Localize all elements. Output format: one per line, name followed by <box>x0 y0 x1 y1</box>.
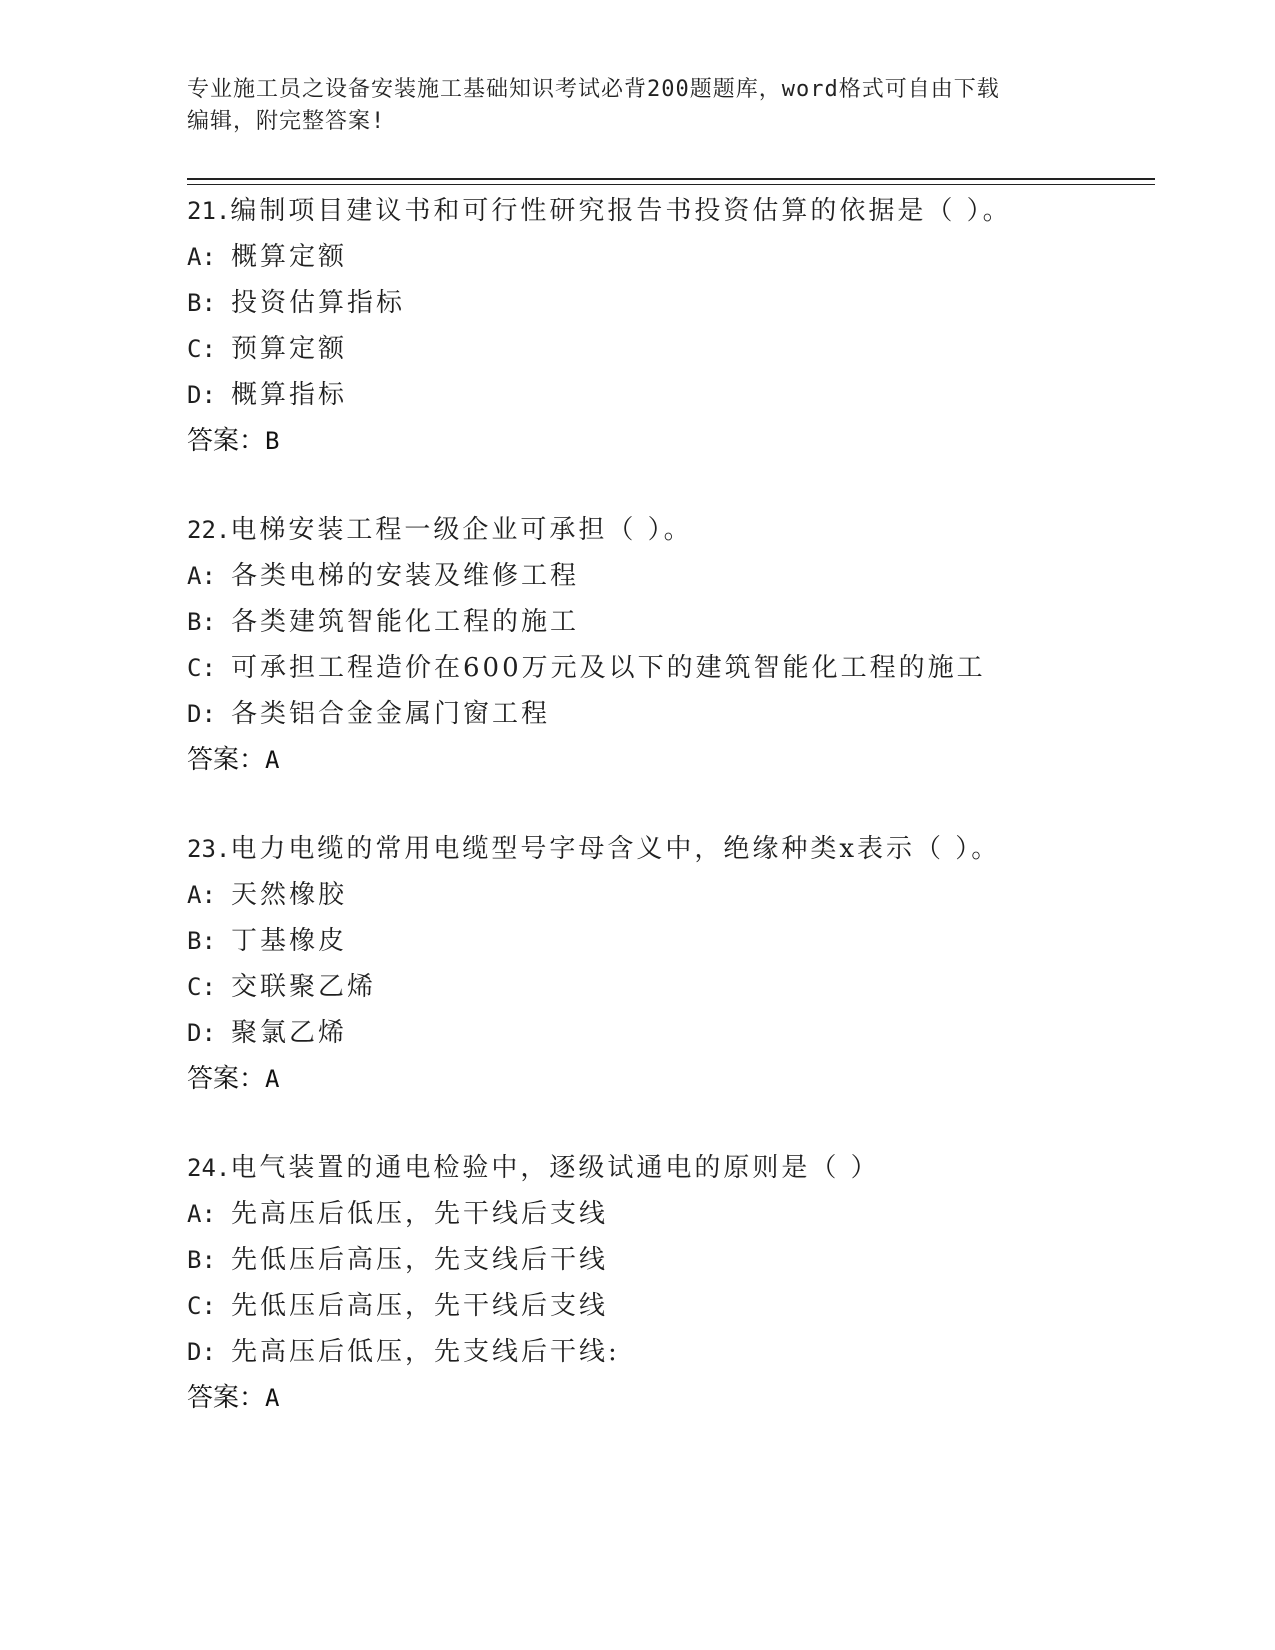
option-text: 先低压后高压，先干线后支线 <box>231 1291 609 1321</box>
question-text: 编制项目建议书和可行性研究报告书投资估算的依据是（ ）。 <box>230 196 1012 226</box>
option-key: D: <box>187 1338 216 1366</box>
option-text: 先高压后低压，先支线后干线: <box>231 1337 620 1367</box>
option-a <box>187 1191 1187 1237</box>
option-text: 先高压后低压，先干线后支线 <box>231 1199 609 1229</box>
option-d <box>187 691 1187 737</box>
question-block <box>187 826 1187 1102</box>
option-key: B: <box>187 927 216 955</box>
question-number: 23. <box>187 835 231 863</box>
question-text: 电气装置的通电检验中，逐级试通电的原则是（ ） <box>230 1153 880 1183</box>
answer-value: A <box>265 746 280 774</box>
option-key: A: <box>187 881 216 909</box>
answer-label: 答案： <box>187 1383 266 1413</box>
question-text: 电力电缆的常用电缆型号字母含义中，绝缘种类x表示（ ）。 <box>230 834 1001 864</box>
header-line-1: 专业施工员之设备安装施工基础知识考试必背200题题库，word格式可自由下载 <box>187 77 1000 102</box>
answer-line <box>187 418 1187 464</box>
option-key: C: <box>187 1292 216 1320</box>
answer-line <box>187 1375 1187 1421</box>
option-a <box>187 872 1187 918</box>
option-text: 可承担工程造价在600万元及以下的建筑智能化工程的施工 <box>231 653 986 683</box>
option-key: A: <box>187 1200 216 1228</box>
option-c <box>187 326 1187 372</box>
option-b <box>187 1237 1187 1283</box>
option-text: 丁基橡皮 <box>231 926 348 956</box>
option-key: C: <box>187 335 216 363</box>
question-number: 21. <box>187 197 231 225</box>
answer-label: 答案： <box>187 426 266 456</box>
option-d <box>187 1329 1187 1375</box>
option-key: D: <box>187 381 216 409</box>
answer-line <box>187 1056 1187 1102</box>
option-c <box>187 964 1187 1010</box>
option-a <box>187 234 1187 280</box>
header-line-2: 编辑，附完整答案! <box>187 109 386 134</box>
option-text: 交联聚乙烯 <box>231 972 377 1002</box>
question-number: 22. <box>187 516 231 544</box>
option-b <box>187 599 1187 645</box>
option-text: 投资估算指标 <box>231 288 406 318</box>
option-text: 聚氯乙烯 <box>231 1018 348 1048</box>
option-key: D: <box>187 1019 216 1047</box>
question-block <box>187 507 1187 783</box>
option-a <box>187 553 1187 599</box>
answer-value: B <box>265 427 280 455</box>
option-text: 先低压后高压，先支线后干线 <box>231 1245 609 1275</box>
question-block <box>187 1145 1187 1421</box>
answer-label: 答案： <box>187 1064 266 1094</box>
option-b <box>187 918 1187 964</box>
option-key: A: <box>187 562 216 590</box>
option-c <box>187 1283 1187 1329</box>
option-text: 天然橡胶 <box>231 880 348 910</box>
question-text: 电梯安装工程一级企业可承担（ ）。 <box>230 515 693 545</box>
option-text: 概算指标 <box>231 380 348 410</box>
question-number: 24. <box>187 1154 231 1182</box>
option-key: D: <box>187 700 216 728</box>
document-header <box>187 74 1087 138</box>
option-text: 各类建筑智能化工程的施工 <box>231 607 580 637</box>
header-divider-thick <box>187 178 1155 180</box>
question-block <box>187 188 1187 464</box>
option-key: B: <box>187 289 216 317</box>
option-text: 各类电梯的安装及维修工程 <box>231 561 580 591</box>
option-d <box>187 372 1187 418</box>
question-stem <box>187 188 1187 234</box>
option-text: 概算定额 <box>231 242 348 272</box>
answer-value: A <box>265 1384 280 1412</box>
option-b <box>187 280 1187 326</box>
header-divider-thin <box>187 184 1155 185</box>
option-key: C: <box>187 973 216 1001</box>
option-key: B: <box>187 608 216 636</box>
option-c <box>187 645 1187 691</box>
question-stem <box>187 826 1187 872</box>
answer-value: A <box>265 1065 280 1093</box>
option-text: 各类铝合金金属门窗工程 <box>231 699 551 729</box>
option-key: A: <box>187 243 216 271</box>
question-stem <box>187 507 1187 553</box>
answer-line <box>187 737 1187 783</box>
option-key: B: <box>187 1246 216 1274</box>
option-text: 预算定额 <box>231 334 348 364</box>
answer-label: 答案： <box>187 745 266 775</box>
option-d <box>187 1010 1187 1056</box>
option-key: C: <box>187 654 216 682</box>
question-stem <box>187 1145 1187 1191</box>
